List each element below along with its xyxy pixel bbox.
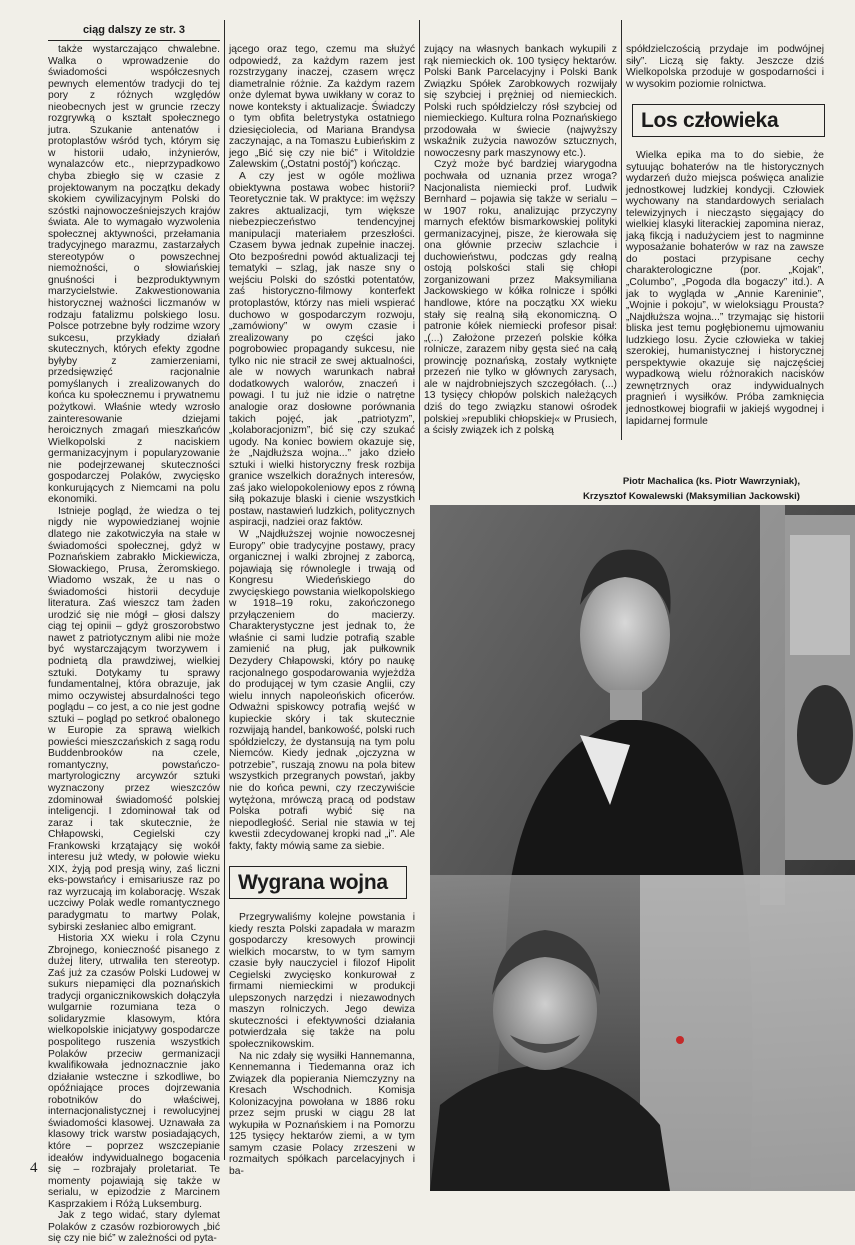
paragraph: Czyż może być bardziej wiarygodna pochwała od uznania przez wroga? Nacjonalista niemiecki prof. Ludwik Bernhard – pojawia się także w serialu – w 1907 roku, analizując przyczyny marnych efektów bismarkowskiej polityki germanizacyjnej, pisze, że kierowała się ona głównie przeciw szlachcie i duchowieństwu, podczas gdy realną ostoją polskości stali się chłopi zorganizowani przez Maksymiliana Jackowskiego w kółka rolnicze i spółki handlowe, które na początku XX wieku stały się realną siłą ekonomiczną. O patronie kółek niemiecki profesor pisał: „(...) Założone przezeń polskie kółka rolnicze, zarazem niby gęsta sieć na całą prowincję poznańską, zostały wytknięte przezeń nie tylko w głównych zarysach, ale w najdrobniejszych szczegółach. (...) 13 tysięcy chłopów polskich należących dziś do tego związku stanowi ośrodek polskiej »republiki chłopskiej« w Prusiech, a ścisły związek ich z polską — [424, 159, 617, 437]
article-column-1 — [48, 44, 220, 1245]
article-column-2b — [229, 912, 415, 1178]
film-still-photo — [430, 505, 855, 1191]
column-rule — [419, 20, 420, 500]
article-column-2 — [229, 44, 415, 859]
article-column-4 — [626, 44, 824, 92]
paragraph: spółdzielczością przydaje im podwójnej siły”. Liczą się fakty. Jeszcze dziś Wielkopolska przoduje w gospodarności i w wysokim poziomie rolnictwa. — [626, 44, 824, 90]
photo-caption-line-2: Krzysztof Kowalewski (Maksymilian Jackowski) — [582, 491, 800, 502]
page-number: 4 — [30, 1160, 38, 1176]
paragraph: Historia XX wieku i rola Czynu Zbrojnego, konieczność pisanego z dużej litery, utrwaliła ten stereotyp. Zaś już za czasów Polski Ludowej w sukurs niepamięci dla poznańskich tradycji organicznikowskich dołączyła wulgarnie rozumiana teza o solidaryzmie klasowym, która wielkopolskie inicjatywy gospodarcze pospolitego ruszenia wszystkich Polaków przeciw germanizacji kwalifikowała jednoznacznie jako działanie wsteczne i szkodliwe, bo opóźniające proces dojrzewania robotników do właściwej, internacjonalistycznej i rewolucyjnej świadomości klasowej. Uznawała za klasowy trick warstw posiadających, które – poprzez wszczepianie ideałów indywidualnego bogacenia się – rozbrajały proletariat. Te momenty pojawiają się także w serialu, w epizodzie z Marcinem Kasprzakiem i Różą Luksemburg. — [48, 933, 220, 1210]
continued-note: ciąg dalszy ze str. 3 — [82, 24, 186, 36]
column-rule — [621, 20, 622, 440]
paragraph: Istnieje pogląd, że wiedza o tej nigdy nie wypowiedzianej wojnie dlatego nie zakotwiczyła na stałe w świadomości społecznej, gdyż w Poznańskiem zabrakło Mickiewicza, Słowackiego, Prusa, Żeromskiego. Wiadomo wszak, że u nas o świadomości historii decyduje literatura. Zaś wieszcz tam żaden urodzić się nie mógł – głosi dalszy ciąg tej opinii – gdyż groszorobstwo nawet z patriotycznym alibi nie może być wystarczającym tworzywem i podnietą dla prawdziwej, wielkiej sztuki. Dotykamy tu sprawy fundamentalnej, która obrazuje, jak mimo oczywistej absurdalności tego poglądu – co jest, a co nie jest godne sztuki – pogląd po setkroć obalonego w Europie za sprawą wielkich powieści mieszczańskich z sagą rodu Buddenbrooków na czele, romantyczny, powstańczo-martyrologiczny arcywzór sztuki wyznaczony przez wieszczów zdominował świadomość polskiej inteligencji. I zdominował tak od zaraz i tak skutecznie, że Chłapowski, Cegielski czy Frankowski krzątający się wokół interesu już wtedy, w połowie wieku XIX, żyją pod presją winy, zaś liczni eks-powstańcy i emisariusze raz po raz wyrzucają im kolaborację. Wszak uczciwy Polak wedle romantycznego paradygmatu to martwy Polak, sybirski zesłaniec albo emigrant. — [48, 505, 220, 933]
article-column-4b — [626, 150, 824, 490]
paragraph: A czy jest w ogóle możliwa obiektywna postawa wobec historii? Teoretycznie tak. W praktyce: im węższy zakres aktualizacji, tym większe niebezpieczeństwo tendencyjnej manipulacji materiałem przeszłości. Czasem bywa jednak zupełnie inaczej. Oto bezpośredni powód aktualizacji tej tematyki – szlag, jak nasze sny o wejściu Polski do szóstki potentatów, zaś historyczno-filmowy konterfekt protoplastów, którzy nas mieli wspierać duchowo w gospodarczym rozwoju, „zamówiony” w owym czasie i zrealizowany po części jako pogrobowiec propagandy sukcesu, nie tylko nic nie stracił ze swej aktualności, ale w nowych warunkach nabrał dodatkowych walorów, znaczeń i powagi. I tu już nie idzie o natrętne analogie oraz dosłowne porównania takich pojęć, jak „patriotyzm”, „kolaboracjonizm”, bić się czy szukać ugody. Na koniec bowiem okazuje się, że „Najdłuższa wojna...” jako dzieło sztuki i wielki historyczny fresk rozbija granice wszelkich doraźnych interesów, zaś jako wielopokoleniowy epos z równą siłą pokazuje blaski i cienie wszystkich postaw, nastawień ludzkich, politycznych aspiracji, nadziei oraz faktów. — [229, 171, 416, 529]
section-heading-wygrana: Wygrana wojna — [229, 866, 407, 899]
photo-caption-line-1: Piotr Machalica (ks. Piotr Wawrzyniak), — [622, 476, 800, 487]
paragraph: także wystarczająco chwalebne. Walka o wprowadzenie do świadomości współczesnych pewnych elementów tradycji do tej pory z różnych względów nieobecnych jest w gruncie rzeczy rozgrywką o kształt społecznego jutra. Szukanie antenatów i protoplastów wśród tych, którym się w historii udało, inżynierów, wynalazców etc., nieprzypadkowo chyba zbiegło się w czasie z projektowanym na początku dekady skokiem cywilizacyjnym Polski do szóstki najnowocześniejszych krajów świata. Ale to wymagało wyzwolenia społecznej aktywności, przełamania tradycyjnego marazmu, zastarzałych stereotypów o powszechnej niemożności, o słowiańskiej gnuśności i bezproduktywnym marzycielstwie. Zakwestionowania historycznej ważności liczmanów w rodzaju fatalizmu polskiego losu. Polsce potrzebne były rodzime wzory sukcesu, przykłady działań skutecznych, których efekty zgodne byłyby z zamierzeniami, przedsięwzięć racjonalnie pomyślanych i zrealizowanych do końca ku społecznemu i prywatnemu pożytkowi. Właśnie wtedy wzrosło zainteresowanie dziejami heroicznych zmagań mieszkańców Wielkopolski z naciskiem germanizacyjnym i popularyzowanie nie podejrzewanej skuteczności gospodarczej Polaków, zwycięsko konkurujących z Niemcami na polu ekonomiki. — [48, 44, 220, 506]
paragraph: zujący na własnych bankach wykupili z rąk niemieckich ok. 100 tysięcy hektarów. Polski Bank Parcelacyjny i Polski Bank Związku Spółek Zarobkowych rozwijały się szybciej i prężniej od niemieckich. Polski ruch spółdzielczy rósł szybciej od niemieckiego. Kultura rolna Poznańskiego przodowała w świecie (najwyższy wskaźnik zużycia nawozów sztucznych, nowoczesny park maszynowy etc.). — [424, 44, 617, 159]
paragraph: jącego oraz tego, czemu ma służyć odpowiedź, za każdym razem jest rozstrzygany inaczej, czasem wręcz diametralnie różnie. Za każdym razem onże dylemat bywa uwikłany w coraz to nowe konteksty i aktualizacje. Świadczy o tym obfita beletrystyka ostatniego dziesięciolecia, od Mariana Brandysa zaczynając, a na Tomaszu Łubieńskim z jego „Bić się czy nie bić” i Witoldzie Zalewskim („Ostatni postój”) kończąc. — [229, 44, 415, 171]
paragraph: Wielka epika ma to do siebie, że sytuując bohaterów na tle historycznych wydarzeń dużo miejsca poświęca analizie jednostkowej ludzkiej kondycji. Człowiek wychowany na standardowych serialach telewizyjnych i niecząsto sięgający do wielkiej klasyki literackiej zapomina nieraz, jaką fikcją i nadużyciem jest to nagminne wyposażanie bohaterów w raz na zawsze do postaci przypisane cechy charakterologiczne (por. „Kojak”, „Columbo”, „Pogoda dla bogaczy” itd.). A jak to wygląda w „Annie Kareninie”, „Wojnie i pokoju”, w wieloksiągu Prousta? „Najdłuższa wojna...” trzymając się historii bliska jest temu pogłębionemu ujmowaniu ludzkiego losu. Życie człowieka w takiej szerokiej, humanistycznej i historycznej perspektywie okazuje się najczęściej wypadkową wielu różnorakich nacisków zewnętrznych oraz indywidualnych pragnień i wysiłków. Próba zamknięcia jednostkowej biografii w jakiejś wygodnej i lapidarnej formule — [626, 150, 824, 427]
divider — [48, 40, 220, 41]
paragraph: Jak z tego widać, stary dylemat Polaków z czasów rozbiorowych „bić się czy nie bić” w zależności od pyta- — [48, 1210, 220, 1245]
paragraph: Przegrywaliśmy kolejne powstania i kiedy reszta Polski zapadała w marazm gospodarczy kresowych prowincji wielkich mocarstw, to w tym samym czasie były nauczyciel i filozof Hipolit Cegielski zwycięsko konkurował z firmami niemieckimi w produkcji ulepszonych narzędzi i niezawodnych maszyn rolniczych. Jego dewiza skuteczności i efektywności działania potwierdzała się także na polu społecznikowskim. — [229, 912, 415, 1051]
article-column-3 — [424, 44, 617, 456]
paragraph: W „Najdłuższej wojnie nowoczesnej Europy” obie tradycyjne postawy, pracy organicznej i walki zbrojnej z zaborcą, pojawiają się równolegle i trwają od Kongresu Wiedeńskiego do zwycięskiego powstania wielkopolskiego w 1918–19 roku, zakończonego przyłączeniem do macierzy. Charakterystyczne jest jednak to, że właśnie ci sami ludzie potrafią szable zamienić na pług, jak pułkownik Dezydery Chłapowski, który po naukę racjonalnego gospodarowania wyjeżdża do prodującej w tym czasie Anglii, czy wielu innych napoleońskich oficerów. Odważni spiskowcy potrafią wejść w kupieckie skóry i tak skutecznie rozwijają handel, bankowość, polski ruch spółdzielczy, że dystansują na tym polu Niemców. Kiedy jednak „ojczyzna w potrzebie”, ruszają znowu na pola bitew wszystkich przegranych powstań, jakby nie do końca pewni, czy rzeczywiście wytężona, mrówczą pracą od podstaw Polska potrafi wybić się na niepodległość. Serial nie stawia w tej kwestii zdecydowanej kropki nad „i”. Ale fakty, fakty mówią same za siebie. — [229, 528, 416, 852]
section-heading-los: Los człowieka — [632, 104, 825, 137]
column-rule — [224, 20, 225, 1160]
paragraph: Na nic zdały się wysiłki Hannemanna, Kennemanna i Tiedemanna oraz ich Związek dla popierania Niemczyzny na Kresach Wschodnich. Komisja Kolonizacyjna powołana w 1886 roku przez sejm pruski w ciągu 28 lat wykupiła w Poznańskiem i na Pomorzu 125 tysięcy hektarów ziemi, a w tym samym czasie Polacy zrzeszeni w rozmaitych spółkach parcelacyjnych i ba- — [229, 1050, 415, 1178]
